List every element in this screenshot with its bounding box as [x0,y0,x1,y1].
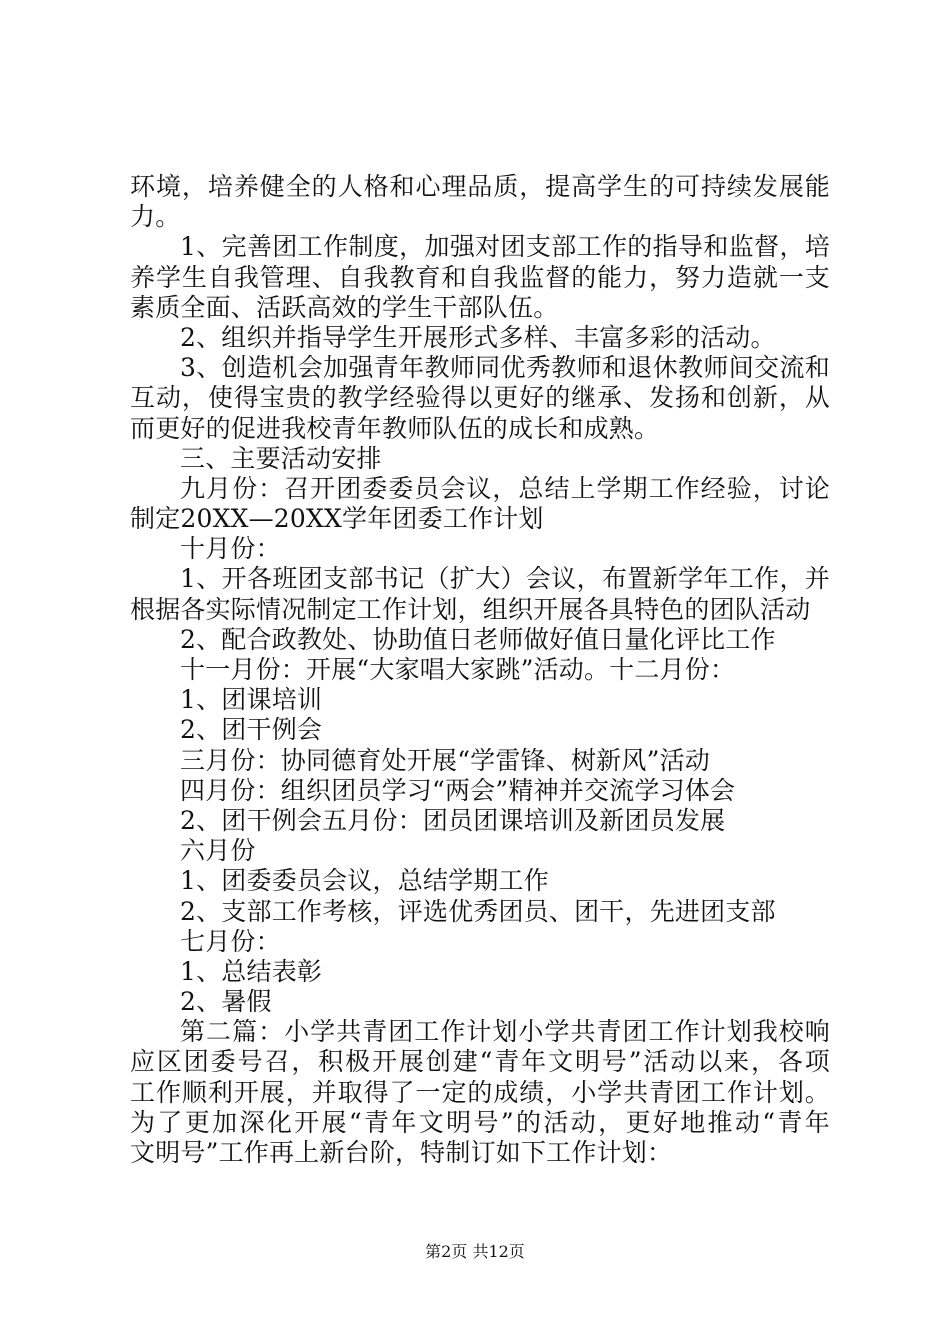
text-line: 2、暑假 [180,987,272,1017]
text-line: 素质全面、活跃高效的学生干部队伍。 [130,292,559,322]
text-line: 2、团干例会五月份：团员团课培训及新团员发展 [180,805,726,835]
text-line: 1、团课培训 [180,685,323,715]
text-line: 1、开各班团支部书记（扩大）会议，布置新学年工作，并 [180,564,830,594]
text-line: 工作顺利开展，并取得了一定的成绩，小学共青团工作计划。 [130,1077,830,1107]
text-line: 十月份： [180,534,281,564]
text-line: 文明号”工作再上新台阶，特制订如下工作计划： [130,1138,673,1167]
section-heading: 三、主要活动安排 [180,443,382,473]
text-line: 2、组织并指导学生开展形式多样、丰富多彩的活动。 [180,322,776,352]
text-line: 环境，培养健全的人格和心理品质，提高学生的可持续发展能 [130,172,830,201]
text-line: 2、配合政教处、协助值日老师做好值日量化评比工作 [180,624,776,654]
document-body [130,172,830,1168]
text-line: 而更好的促进我校青年教师队伍的成长和成熟。 [130,413,660,443]
text-line: 3、创造机会加强青年教师同优秀教师和退休教师间交流和 [180,353,830,383]
text-line: 应区团委号召，积极开展创建“青年文明号”活动以来，各项 [130,1047,830,1077]
text-line: 为了更加深化开展“青年文明号”的活动，更好地推动“青年 [130,1107,830,1137]
text-line: 第二篇：小学共青团工作计划小学共青团工作计划我校响 [180,1017,830,1047]
text-line: 七月份： [180,926,281,956]
text-line: 力。 [130,202,181,232]
text-line: 养学生自我管理、自我教育和自我监督的能力，努力造就一支 [130,262,830,292]
text-line: 六月份 [180,836,256,866]
text-line: 十一月份：开展“大家唱大家跳”活动。十二月份： [180,655,736,684]
text-line: 根据各实际情况制定工作计划，组织开展各具特色的团队活动 [130,594,811,624]
text-line: 九月份：召开团委委员会议，总结上学期工作经验，讨论 [180,473,830,503]
text-line: 1、总结表彰 [180,956,323,986]
text-line: 四月份：组织团员学习“两会”精神并交流学习体会 [180,775,736,805]
text-line: 2、支部工作考核，评选优秀团员、团干，先进团支部 [180,896,776,926]
text-line: 1、团委委员会议，总结学期工作 [180,866,549,896]
text-line: 2、团干例会 [180,715,323,745]
text-line: 互动，使得宝贵的教学经验得以更好的继承、发扬和创新，从 [130,383,830,413]
text-line: 1、完善团工作制度，加强对团支部工作的指导和监督，培 [180,232,830,262]
text-line: 三月份：协同德育处开展“学雷锋、树新风”活动 [180,745,710,775]
text-line: 制定20XX—20XX学年团委工作计划 [130,504,544,534]
page-number-footer: 第2页 共12页 [425,1242,525,1261]
